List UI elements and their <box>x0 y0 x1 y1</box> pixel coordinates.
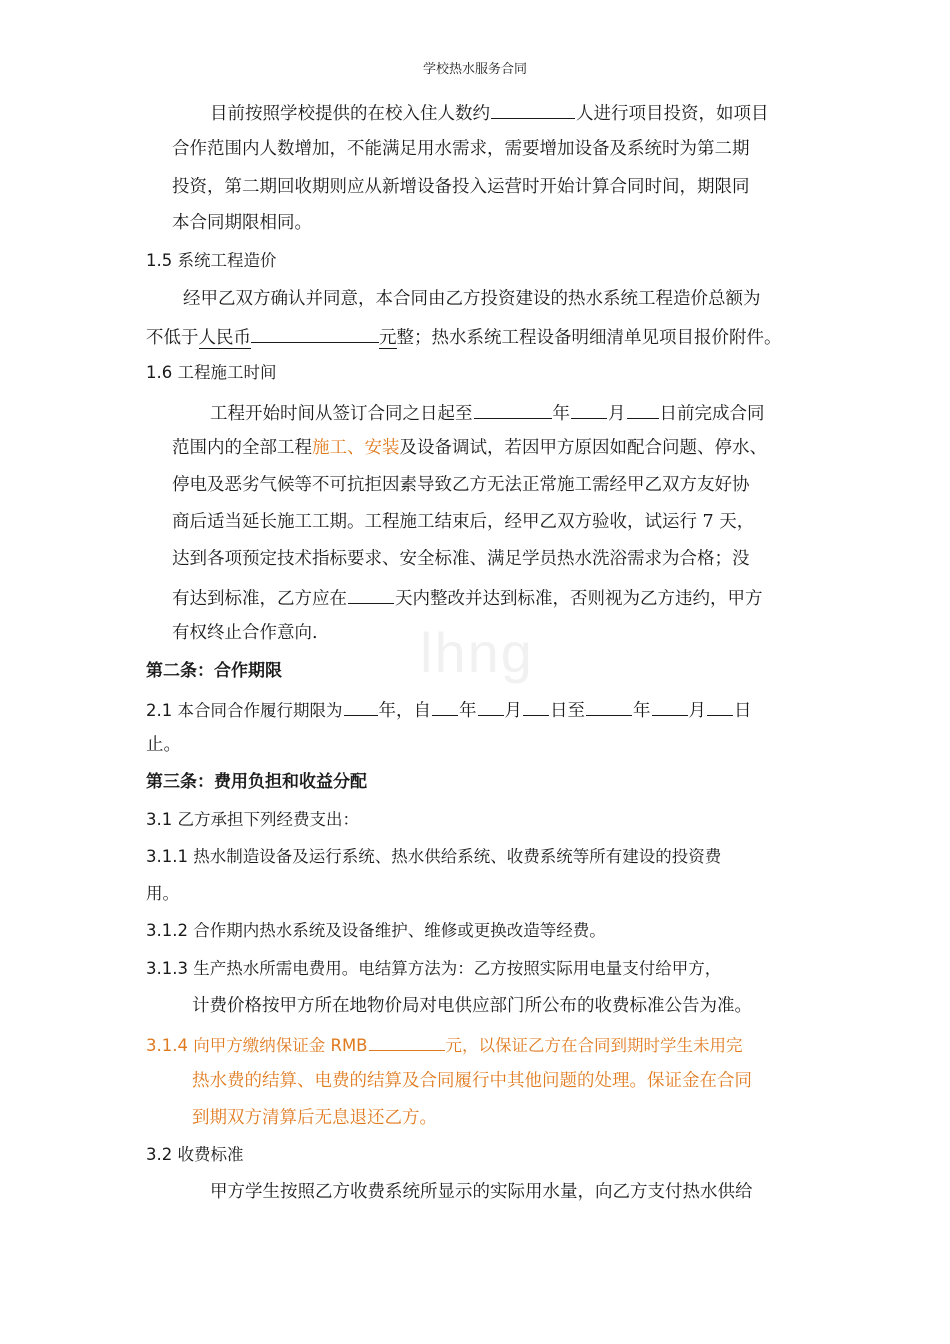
art2-text-h: 日 <box>734 701 752 721</box>
s16-text-a: 工程开始时间从签订合同之日起至 <box>210 404 473 424</box>
art2-text-c: 年 <box>459 701 477 721</box>
p1-text-b: 人进行项目投资，如项目 <box>576 104 769 124</box>
s16-line2 <box>172 437 767 459</box>
blank-finish-year[interactable] <box>474 400 552 419</box>
p1-line1 <box>210 100 769 125</box>
s16-text-6a: 有达到标准，乙方应在 <box>172 589 347 609</box>
blank-headcount[interactable] <box>491 100 575 119</box>
watermark: lhng <box>420 621 534 684</box>
blank-start-day[interactable] <box>523 697 549 716</box>
s15-line1: 经甲乙双方确认并同意，本合同由乙方投资建设的热水系统工程造价总额为 <box>183 289 761 309</box>
s16-line4: 商后适当延长施工工期。工程施工结束后，经甲乙双方验收，试运行 7 天， <box>172 512 755 532</box>
section-3-2-line1: 甲方学生按照乙方收费系统所显示的实际用水量，向乙方支付热水供给 <box>210 1182 753 1202</box>
section-3-1-4-line3: 到期双方清算后无息退还乙方。 <box>192 1108 437 1128</box>
section-3-1-3-line1: 3.1.3 生产热水所需电费用。电结算方法为：乙方按照实际用电量支付给甲方， <box>146 959 722 978</box>
blank-end-month[interactable] <box>652 697 688 716</box>
s15-text-a: 不低于 <box>146 328 199 348</box>
art2-line2: 止。 <box>146 735 181 755</box>
blank-finish-day[interactable] <box>627 400 659 419</box>
section-1-6-title: 1.6 工程施工时间 <box>146 363 277 382</box>
s15-text-d: 整；热水系统工程设备明细清单见项目报价附件。 <box>396 328 782 348</box>
section-3-1-1-line2: 用。 <box>146 884 179 903</box>
art2-text-a: 2.1 本合同合作履行期限为 <box>146 701 343 720</box>
art2-text-d: 月 <box>504 701 522 721</box>
blank-deposit-amount[interactable] <box>369 1032 445 1051</box>
s314-text-a: 3.1.4 向甲方缴纳保证金 RMB <box>146 1036 368 1055</box>
blank-start-year[interactable] <box>432 697 458 716</box>
blank-start-month[interactable] <box>478 697 504 716</box>
section-3-1-2: 3.1.2 合作期内热水系统及设备维护、维修或更换改造等经费。 <box>146 921 606 940</box>
section-3-2-title: 3.2 收费标准 <box>146 1145 244 1164</box>
section-3-1-4-line1 <box>146 1032 743 1057</box>
s15-rmb-label: 人民币 <box>198 328 251 348</box>
p1-text-a: 目前按照学校提供的在校入住人数约 <box>210 104 490 124</box>
s314-text-b: 元，以保证乙方在合同到期时学生未用完 <box>445 1036 743 1055</box>
article-3-title: 第三条：费用负担和收益分配 <box>146 772 367 792</box>
section-3-1: 3.1 乙方承担下列经费支出： <box>146 810 359 829</box>
art2-text-g: 月 <box>688 701 706 721</box>
blank-rectify-days[interactable] <box>348 585 394 604</box>
p1-line4: 本合同期限相同。 <box>172 213 312 233</box>
article-2-title: 第二条：合作期限 <box>146 661 282 681</box>
s15-line2 <box>146 324 782 349</box>
s16-line3: 停电及恶劣气候等不可抗拒因素导致乙方无法正常施工需经甲乙双方友好协 <box>172 475 750 495</box>
s16-line1 <box>210 400 765 425</box>
blank-project-cost[interactable] <box>251 324 379 343</box>
s15-yuan: 元 <box>379 328 397 348</box>
s16-month: 月 <box>608 404 626 424</box>
s16-text-2c: 及设备调试，若因甲方原因如配合问题、停水、 <box>399 438 767 458</box>
blank-end-day[interactable] <box>707 697 733 716</box>
blank-term-years[interactable] <box>344 697 378 716</box>
p1-line2: 合作范围内人数增加，不能满足用水需求，需要增加设备及系统时为第二期 <box>172 139 750 159</box>
s16-line6 <box>172 585 763 610</box>
s16-line5: 达到各项预定技术指标要求、安全标准、满足学员热水洗浴需求为合格；没 <box>172 549 750 569</box>
s16-line7: 有权终止合作意向. <box>172 623 318 643</box>
art2-text-f: 年 <box>633 701 651 721</box>
p1-line3: 投资，第二期回收期则应从新增设备投入运营时开始计算合同时间，期限同 <box>172 177 750 197</box>
section-1-5-title: 1.5 系统工程造价 <box>146 251 277 270</box>
s16-text-d: 日前完成合同 <box>659 404 765 424</box>
s16-highlight: 施工、安装 <box>312 438 400 458</box>
s16-year: 年 <box>552 404 570 424</box>
section-3-1-1-line1: 3.1.1 热水制造设备及运行系统、热水供给系统、收费系统等所有建设的投资费 <box>146 847 722 866</box>
blank-finish-month[interactable] <box>571 400 607 419</box>
art2-text-e: 日至 <box>550 701 585 721</box>
art2-text-b: 年，自 <box>378 701 431 721</box>
s16-text-6b: 天内整改并达到标准，否则视为乙方违约，甲方 <box>395 589 763 609</box>
blank-end-year[interactable] <box>586 697 632 716</box>
s16-text-2a: 范围内的全部工程 <box>172 438 312 458</box>
page-header: 学校热水服务合同 <box>422 62 527 77</box>
art2-line1 <box>146 697 752 722</box>
section-3-1-3-line2: 计费价格按甲方所在地物价局对电供应部门所公布的收费标准公告为准。 <box>192 996 752 1016</box>
section-3-1-4-line2: 热水费的结算、电费的结算及合同履行中其他问题的处理。保证金在合同 <box>192 1071 752 1091</box>
